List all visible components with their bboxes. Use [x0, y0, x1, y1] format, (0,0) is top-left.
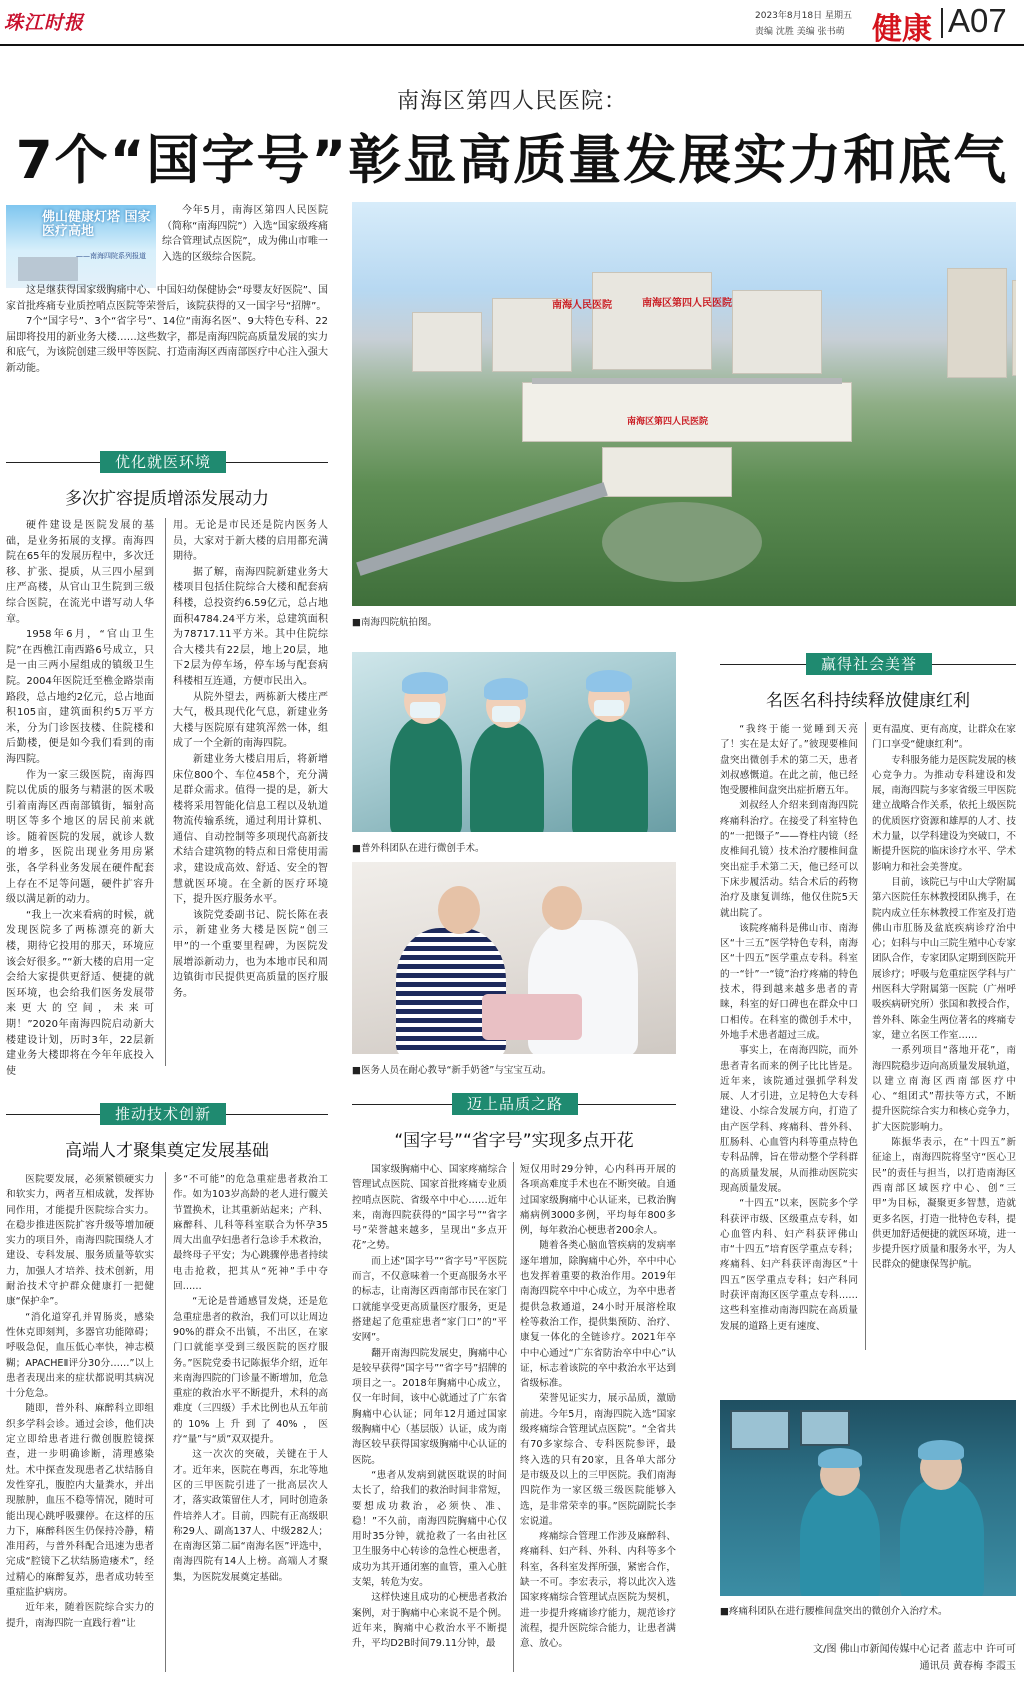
section3-subhead: “国字号”“省字号”实现多点开花: [394, 1131, 634, 1151]
s1-paragraph: 1958年6月，“官山卫生院”在西樵江南西路6号成立，只是一由三两小屋组成的镇级卫生院。2004年医院迁至樵金路崇南路段，总占地约2亿元，总占地面积105亩，建筑面积约5万平方米，分为门诊医技楼、住院楼和后勤楼，便是如今我们看到的南海四院。: [6, 629, 154, 765]
s3-paragraph: 国家级胸痛中心、国家疼痛综合管理试点医院、国家首批疼痛专业质控哨点医院、省级卒中中心……近年来，南海四院获得的“国字号”“省字号”荣誉越来越多，呈现出“多点开花”之势。: [352, 1164, 507, 1252]
s2-paragraph: 近年来，随着医院综合实力的提升，南海四院一直践行着“让: [6, 1602, 154, 1629]
newspaper-logo: 珠江时报: [4, 12, 85, 34]
article-headline: 7个“国字号”彰显高质量发展实力和底气: [15, 130, 1009, 191]
section-name: 健康: [872, 12, 932, 47]
aerial-sign-front: 南海区第四人民医院: [627, 417, 709, 427]
section1-column-1: [6, 518, 154, 1079]
surgery-team-photo: [352, 652, 676, 832]
s1-paragraph: 据了解，南海四院新建业务大楼项目包括住院综合大楼和配套病科楼，总投资约6.59亿元，总占地面积4784.24平方米，总建筑面积为78717.11平方米。其中住院综合大楼共有22层，地上20层，地下2层为停车场，停车场与配套病科楼相互连通，方便市民出入。: [173, 566, 328, 687]
s3-paragraph: 疼痛综合管理工作涉及麻醉科、疼痛科、妇产科、外科、内科等多个科室，各科室发挥所强，紧密合作，缺一不可。李宏表示，将以此次入选国家疼痛综合管理试点医院为契机，进一步提升疼痛诊疗能力，规范诊疗流程，提升医院综合能力，让患者满意、放心。: [520, 1531, 676, 1650]
section1-subhead: 多次扩容提质增添发展动力: [65, 489, 269, 509]
s3-paragraph: 而上述“国字号”“省字号”平医院而言，不仅意味着一个更高服务水平的标志，让南海区西南部市民在家门口就能享受更高质量医疗服务，更是搭建起了危重症患者“家门口”的“平安网”。: [352, 1255, 507, 1344]
masthead-divider: [941, 8, 943, 38]
section2-subhead: 高端人才聚集奠定发展基础: [65, 1141, 269, 1161]
section3-tag: 迈上品质之路: [452, 1093, 578, 1115]
pain-clinic-surgery-photo: [720, 1400, 1016, 1596]
banner-title: 佛山健康灯塔 国家医疗高地: [42, 210, 151, 239]
section1-tag: 优化就医环境: [100, 451, 226, 473]
section3-column-divider: [513, 1162, 514, 1672]
lead-paragraph-3: 7个“国字号”、3个“省字号”、14位“南海名医”、9大特色专科、22届即将投用的新业务大楼……这些数字，都是南海四院高质量发展的实力和底气，为该院创建三级甲等医院、打造南海区西南部医疗中心注入强大新动能。: [6, 316, 328, 374]
masthead: [0, 0, 1024, 46]
s4-paragraph: 事实上，在南海四院，而外患者青名而来的例子比比皆是。近年来，该院通过强抓学科发展、人才引进，立足特色大专科建设、小综合发展方向，打造了由产医学科、疼痛科、普外科、肛肠科、心血管内科等重点特色专科品牌，旨在带动整个学科群的高质量发展，从而推动医院实现高质量发展。: [720, 1045, 858, 1194]
section2-tag: 推动技术创新: [100, 1103, 226, 1125]
s1-paragraph: 作为一家三级医院，南海四院以优质的服务与精湛的医术吸引着南海区西南部镇街，辐射高明区等多个地区的居民前来就诊。随着医院的发展，就诊人数的增多，医院出现业务用房紧张，各学科业务发展在硬件配套上存在不足等问题，硬件扩容升级以满足新的动力。: [6, 769, 154, 906]
caption-nursery: ■医务人员在耐心教导“新手奶爸”与宝宝互动。: [352, 1065, 552, 1076]
byline-line-1: 文/图 佛山市新闻传媒中心记者 蓝志中 许可可: [813, 1644, 1016, 1655]
page-number: A07: [948, 2, 1007, 39]
s3-paragraph: 短仅用时29分钟，心内科再开展的各项高难度手术也在不断突破。自通过国家级胸痛中心认证来，已救治胸痛病例3000多例，平均每年800多例，每年救治心梗患者200余人。: [520, 1164, 676, 1237]
banner-building-graphic: [18, 257, 78, 281]
aerial-hospital-photo: [352, 202, 1016, 606]
section1-column-2: [173, 518, 328, 1001]
s1-paragraph: 新建业务大楼启用后，将新增床位800个、车位458个，充分满足群众需求。值得一提的是，新大楼将采用智能化信息工程以及轨道物流传输系统，通过利用计算机、通信、自动控制等多项现代高新技术结合建筑物的特点和日常使用需求，建设成高效、舒适、安全的智慧就医环境。在全新的医疗环境下，提升医疗服务水平。: [173, 753, 328, 906]
s4-paragraph: 该院疼痛科是佛山市、南海区“十三五”医学特色专科，南海区“十四五”医学重点专科。科室的一“针”一“镜”治疗疼痛的特色技术，得到越来越多患者的青睐，科室的好口碑也在群众中口口相传。在科室的微创手术中，外地手术患者超过三成。: [720, 922, 858, 1041]
s4-paragraph: 刘叔经人介绍来到南海四院疼痛科治疗。在接受了科室特色的“一把镊子”——脊柱内镜（经皮椎间孔镜）技术治疗腰椎间盘突出症手术第二天，他已经可以下床步履活动。结合术后的药物治疗及康复训练，他仅住院5天就出院了。: [720, 800, 858, 919]
lead-rest: [6, 283, 328, 377]
s2-paragraph: 多“不可能”的危急重症患者救治工作。如为103岁高龄的老人进行髋关节置换术，让其重新站起来；产科、麻醉科、儿科等科室联合为怀孕35周大出血孕妇患者行急诊手术救治，最终母子平安；为心跳骤停患者持续电击抢救，把其从“死神”手中夺回……: [173, 1174, 328, 1293]
s3-paragraph: 随着各类心脑血管疾病的发病率逐年增加，除胸痛中心外，卒中中心也发挥着重要的救治作用。2019年南海四院卒中中心成立，为卒中患者提供急救通道，24小时开展溶栓取栓等救治工作，提供集预防、治疗、康复一体化的全链诊疗。2021年卒中中心通过“广东省防治卒中中心”认证，标志着该院的卒中救治水平达到省级标准。: [520, 1240, 676, 1390]
section3-column-2: [520, 1162, 676, 1652]
nursery-photo: [352, 862, 676, 1054]
s2-paragraph: 医院要发展，必须紧锁硬实力和软实力，两者互相成就，发挥协同作用，才能提升医院综合实力。在稳步推进医院扩容升级等增加硬实力的项目外，南海四院围绕人才建设、专科发展、服务质量等软实力，加强人才培养、技术创新，用耐治技术守护群众健康打一把健康“保护伞”。: [6, 1174, 154, 1308]
section2-column-divider: [165, 1172, 166, 1672]
lead-paragraph-1: 今年5月，南海区第四人民医院（简称“南海四院”）入选“国家级疼痛综合管理试点医院”，成为佛山市唯一入选的区级综合医院。: [162, 205, 328, 263]
s1-paragraph: 该院党委副书记、院长陈在表示，新建业务大楼是医院“创三甲”的一个重要里程碑，为医院发展增添新动力，也为本地市民和周边镇街市民提供更高质量的医疗服务。: [173, 909, 328, 999]
byline-line-2: 通讯员 黄春梅 李霞玉: [919, 1661, 1016, 1672]
caption-pain: ■疼痛科团队在进行腰椎间盘突出的微创介入治疗术。: [720, 1606, 948, 1617]
aerial-sign-left: 南海人民医院: [552, 300, 612, 311]
section2-column-1: [6, 1172, 154, 1631]
s2-paragraph: “消化道穿孔并胃肠炎，感染性休克即刻判，多器官功能障碍；呼吸急促，血压低心率快，神志模糊；APACHEⅡ评分30分……”以上患者表现出来的症状都说明其病况十分危急。: [6, 1311, 154, 1400]
lead-first: [162, 203, 328, 265]
s4-paragraph: “我终于能一觉睡到天亮了！实在是太好了。”彼现要椎间盘突出微创手术的第二天，患者刘叔感慨道。在此之前，他已经饱受腰椎间盘突出症折磨五年。: [720, 724, 858, 797]
lead-paragraph-2: 这是继获得国家级胸痛中心、中国妇幼保健协会“母婴友好医院”、国家首批疼痛专业质控哨点医院等荣誉后，该院获得的又一国字号“招牌”。: [6, 285, 328, 312]
editor-credits: 责编 沈胜 美编 张书萌: [755, 27, 845, 37]
section1-column-divider: [165, 518, 166, 1066]
section3-column-1: [352, 1162, 507, 1652]
s1-paragraph: 用。无论是市民还是院内医务人员，大家对于新大楼的启用都充满期待。: [173, 520, 328, 563]
section4-column-divider: [865, 722, 866, 1350]
s1-paragraph: 从院外望去，两栋新大楼庄严大气，极具现代化气息，新建业务大楼与医院原有建筑浑然一体，组成了一个全新的南海四院。: [173, 691, 328, 750]
section2-column-2: [173, 1172, 328, 1585]
section4-subhead: 名医名科持续释放健康红利: [766, 691, 970, 711]
section4-tag: 赢得社会美誉: [806, 653, 932, 675]
s1-paragraph: “我上一次来看病的时候，就发现医院多了两栋漂亮的新大楼，期待它投用的那天，环境应该会好很多。”“新大楼的启用一定会给大家提供更舒适、便捷的就医环境，也会给我们医务发展带来更大的空间，未来可期！”2020年南海四院启动新大楼建设计划，历时3年，22层新建业务大楼即将在今年年底投入使: [6, 909, 154, 1077]
s3-paragraph: 这样快速且成功的心梗患者救治案例，对于胸痛中心来说不是个例。近年来，胸痛中心救治水平不断提升，平均D2B时间79.11分钟，最: [352, 1592, 507, 1650]
s4-paragraph: 专科服务能力是医院发展的核心竞争力。为推动专科建设和发展，南海四院与多家省级三甲医院建立战略合作关系，依托上级医院的优质医疗资源和雄厚的人才、技术力量，以学科建设为突破口，不断提升医院的临床诊疗水平、学术影响力和社会美誉度。: [872, 754, 1016, 873]
s2-paragraph: “无论是普通感冒发烧，还是危急重症患者的救治，我们可以让周边90%的群众不出镇，不出区，在家门口就能享受到三级医院的医疗服务。”医院党委书记陈振华介绍，近年来南海四院的门诊量不断增加，危急重症的救治水平不断提升，术科的高难度（三四级）手术比例也从五年前的10%上升到了40%，医疗“量”与“质”双双提升。: [173, 1296, 328, 1446]
s4-paragraph: 一系列项目“落地开花”，南海四院稳步迈向高质量发展轨道，以建立南海区西南部医疗中心、“组团式”帮扶等方式，不断提升医院综合实力和核心竞争力，扩大医院影响力。: [872, 1045, 1016, 1133]
aerial-sign-right: 南海区第四人民医院: [642, 298, 732, 309]
section4-column-2: [872, 722, 1016, 1273]
section4-column-1: [720, 722, 858, 1334]
s3-paragraph: 荣誉见证实力，展示品质，激励前进。今年5月，南海四院入选“国家级疼痛综合管理试点医院”。“全省共有70多家综合、专科医院参评，最终入选的只有20家，且各单大部分是市级及以上的三甲医院。我们南海四院作为一家区级三级医院能够入选，是非常荣幸的事。”医院副院长李宏说道。: [520, 1393, 676, 1527]
s4-paragraph: “十四五”以来，医院多个学科获评市级、区级重点专科，如心血管内科、妇产科获评佛山市“十四五”培育医学重点专科；疼痛科、妇产科获评南海区“十四五”医学重点专科；妇产科同时获评南海区医学重点专科……这些科室推动南海四院在高质量发展的道路上更有速度、: [720, 1198, 858, 1332]
s1-paragraph: 硬件建设是医院发展的基础，是业务拓展的支撑。南海四院在65年的发展历程中，多次迁移、扩张、提质，从三四小屋到庄严高楼，从官山卫生院到三级综合医院，在流光中谱写动人华章。: [6, 520, 154, 625]
caption-aerial: ■南海四院航拍图。: [352, 617, 437, 628]
article-kicker: 南海区第四人民医院：: [396, 89, 627, 114]
s3-paragraph: “患者从发病到就医耽误的时间太长了，给我们的救治时间非常短，要想成功救治，必须快、准、稳！”不久前，南海四院胸痛中心仅用时35分钟，就抢救了一名由社区卫生服务中心转诊的急性心梗患者，成功为其开通闭塞的血管，重入心脏支架，转危为安。: [352, 1469, 507, 1589]
banner-subtitle: ——南海四院系列报道: [76, 252, 146, 260]
s2-paragraph: 随即，普外科、麻醉科立即组织多学科会诊。通过会诊，他们决定立即给患者进行微创腹腔镜探查，进一步明确诊断，清理感染灶。术中探查发现患者乙状结肠自发性穿孔，腹腔内大量粪水，并出现脓肿，血压不稳等情况，随时可能出现心跳呼吸骤停。在这样的压力下，麻醉科医生仍保持冷静，精准用药，与普外科配合迅速为患者完成“腔镜下乙状结肠造瘘术”，经过精心的麻醉复苏，患者成功转至重症监护病房。: [6, 1403, 154, 1599]
s4-paragraph: 目前，该院已与中山大学附属第六医院任东林教授团队携手，在院内成立任东林教授工作室及打造佛山市肛肠及盆底疾病诊疗治中心；妇科与中山三院生殖中心专家团队合作，专家团队定期到医院开展诊疗；呼吸与危重症医学科与广州医科大学附属第一医院（广州呼吸疾病研究所）张国和教授合作，普外科、陈金生两位著名的疼痛专家，建立名医工作室……: [872, 876, 1016, 1041]
s4-paragraph: 更有温度、更有高度，让群众在家门口享受“健康红利”。: [872, 724, 1016, 751]
series-banner: [6, 205, 156, 288]
caption-surgery: ■普外科团队在进行微创手术。: [352, 843, 485, 854]
s4-paragraph: 陈振华表示，在“十四五”新征途上，南海四院将坚守“医心卫民”的责任与担当，以打造南海区西南部区域医疗中心、创“三甲”为目标，凝聚更多智慧，造就更多名医，打造一批特色专科，提供更加舒适便捷的就医环境，进一步提升医疗质量和服务水平，为人民群众的健康保驾护航。: [872, 1137, 1016, 1271]
s2-paragraph: 这一次次的突破，关键在于人才。近年来，医院在粤西，东北等地区的三甲医院引进了一批高层次人才，落实政策留住人才，同时创造条件培养人才。目前，四院有正高级职称29人、副高137人、中级282人；在南海区第二届“南海名医”评选中，南海四院有14人上榜。高端人才聚集，为医院发展奠定基础。: [173, 1449, 328, 1583]
s3-paragraph: 翻开南海四院发展史，胸痛中心是较早获得“国字号”“省字号”招牌的项目之一。2018年胸痛中心成立，仅一年时间，该中心就通过了广东省胸痛中心认证；同年12月通过国家级胸痛中心（基层版）认证，成为南海区较早获得国家级胸痛中心认证的医院。: [352, 1347, 507, 1466]
issue-date: 2023年8月18日 星期五: [755, 11, 852, 21]
